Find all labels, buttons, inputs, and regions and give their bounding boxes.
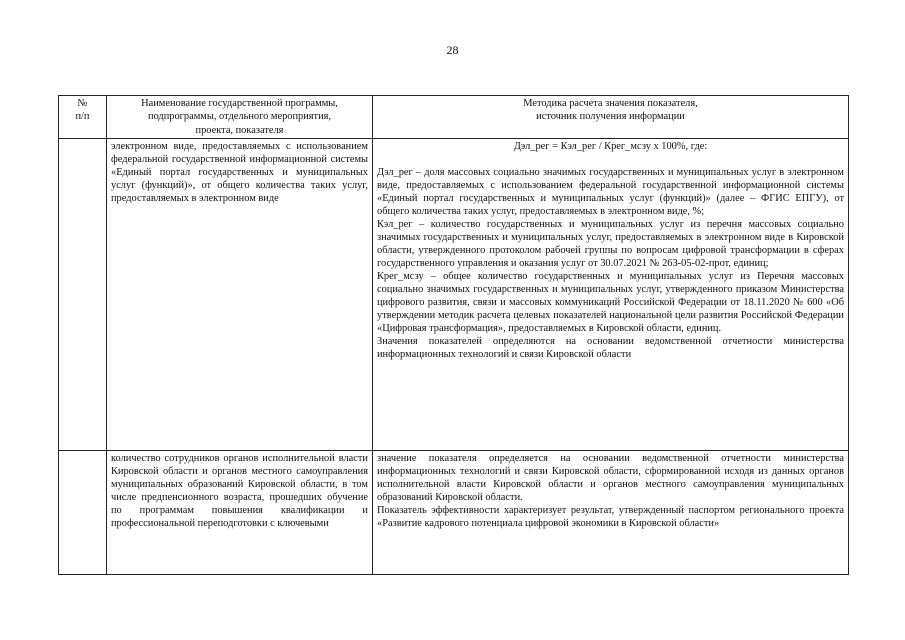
indicator-name-cell xyxy=(107,450,373,574)
table-header-row xyxy=(59,96,849,139)
indicator-name-text: количество сотрудников органов исполнительной власти Кировской области и органов местного самоуправления муниципальных образований Кировской области, в том числе предпенсионного возраста, прошедших обучение по программам повышения квалификации и профессиональной переподготовки с ключевыми xyxy=(111,452,368,529)
method-paragraph: Дэл_рег – доля массовых социально значимых государственных и муниципальных услуг в электронном виде, предоставляемых с использованием федеральной государственной информационной системы «Единый портал государственных и муниципальных услуг (функций)» (далее – ФГИС ЕПГУ), от общего количества таких услуг, предоставляемых в электронном виде, %; xyxy=(377,166,844,217)
header-num xyxy=(59,96,107,139)
header-method-line: Методика расчета значения показателя, xyxy=(523,98,698,109)
header-method xyxy=(373,96,849,139)
indicator-table xyxy=(58,95,849,575)
header-name xyxy=(107,96,373,139)
method-paragraph: Показатель эффективности характеризует результат, утвержденный паспортом регионального проекта «Развитие кадрового потенциала цифровой экономики в Кировской области» xyxy=(377,504,844,529)
header-num-line: п/п xyxy=(75,111,90,123)
table-row xyxy=(59,138,849,450)
header-name-line: подпрограммы, отдельного мероприятия, xyxy=(147,111,332,123)
table-row xyxy=(59,450,849,574)
header-name-line: Наименование государственной программы, xyxy=(141,98,338,109)
header-name-line: проекта, показателя xyxy=(195,124,284,136)
method-paragraph: значение показателя определяется на основании ведомственной отчетности министерства информационных технологий и связи Кировской области, сформированной исходя из данных органов исполнительной власти Кировской области и органов местного самоуправления муниципальных образований Кировской области. xyxy=(377,452,844,503)
method-paragraph: Крег_мсзу – общее количество государственных и муниципальных услуг из Перечня массовых социально значимых государственных и муниципальных услуг, утвержденного приказом Министерства цифрового развития, связи и массовых коммуникаций Российской Федерации от 18.11.2020 № 600 «Об утверждении методик расчета целевых показателей национальной цели развития Российской Федерации «Цифровая трансформация», предоставляемых в Кировской области, единиц. xyxy=(377,270,844,334)
method-paragraph: Кэл_рег – количество государственных и муниципальных услуг из перечня массовых социально значимых государственных и муниципальных услуг, предоставляемых в электронном виде в Кировской области, утвержденного протоколом рабочей группы по вопросам цифровой трансформации в сферах государственного управления и оказания услуг от 30.07.2021 № 263-05-02-прот, единиц; xyxy=(377,218,844,269)
indicator-name-cell xyxy=(107,138,373,450)
method-cell xyxy=(373,450,849,574)
header-method-line: источник получения информации xyxy=(536,111,685,123)
header-num-line: № xyxy=(77,98,88,109)
method-paragraph: Значения показателей определяются на основании ведомственной отчетности министерства информационных технологий и связи Кировской области xyxy=(377,335,844,360)
indicator-name-text: электронном виде, предоставляемых с использованием федеральной государственной информационной системы «Единый портал государственных и муниципальных услуг (функций)», от общего количества таких услуг, предоставляемых в электронном виде xyxy=(111,140,368,204)
method-cell xyxy=(373,138,849,450)
page-number: 28 xyxy=(446,43,459,57)
row-num-cell xyxy=(59,138,107,450)
formula-text: Дэл_рег = Кэл_рег / Крег_мсзу x 100%, где: xyxy=(513,140,708,152)
row-num-cell xyxy=(59,450,107,574)
